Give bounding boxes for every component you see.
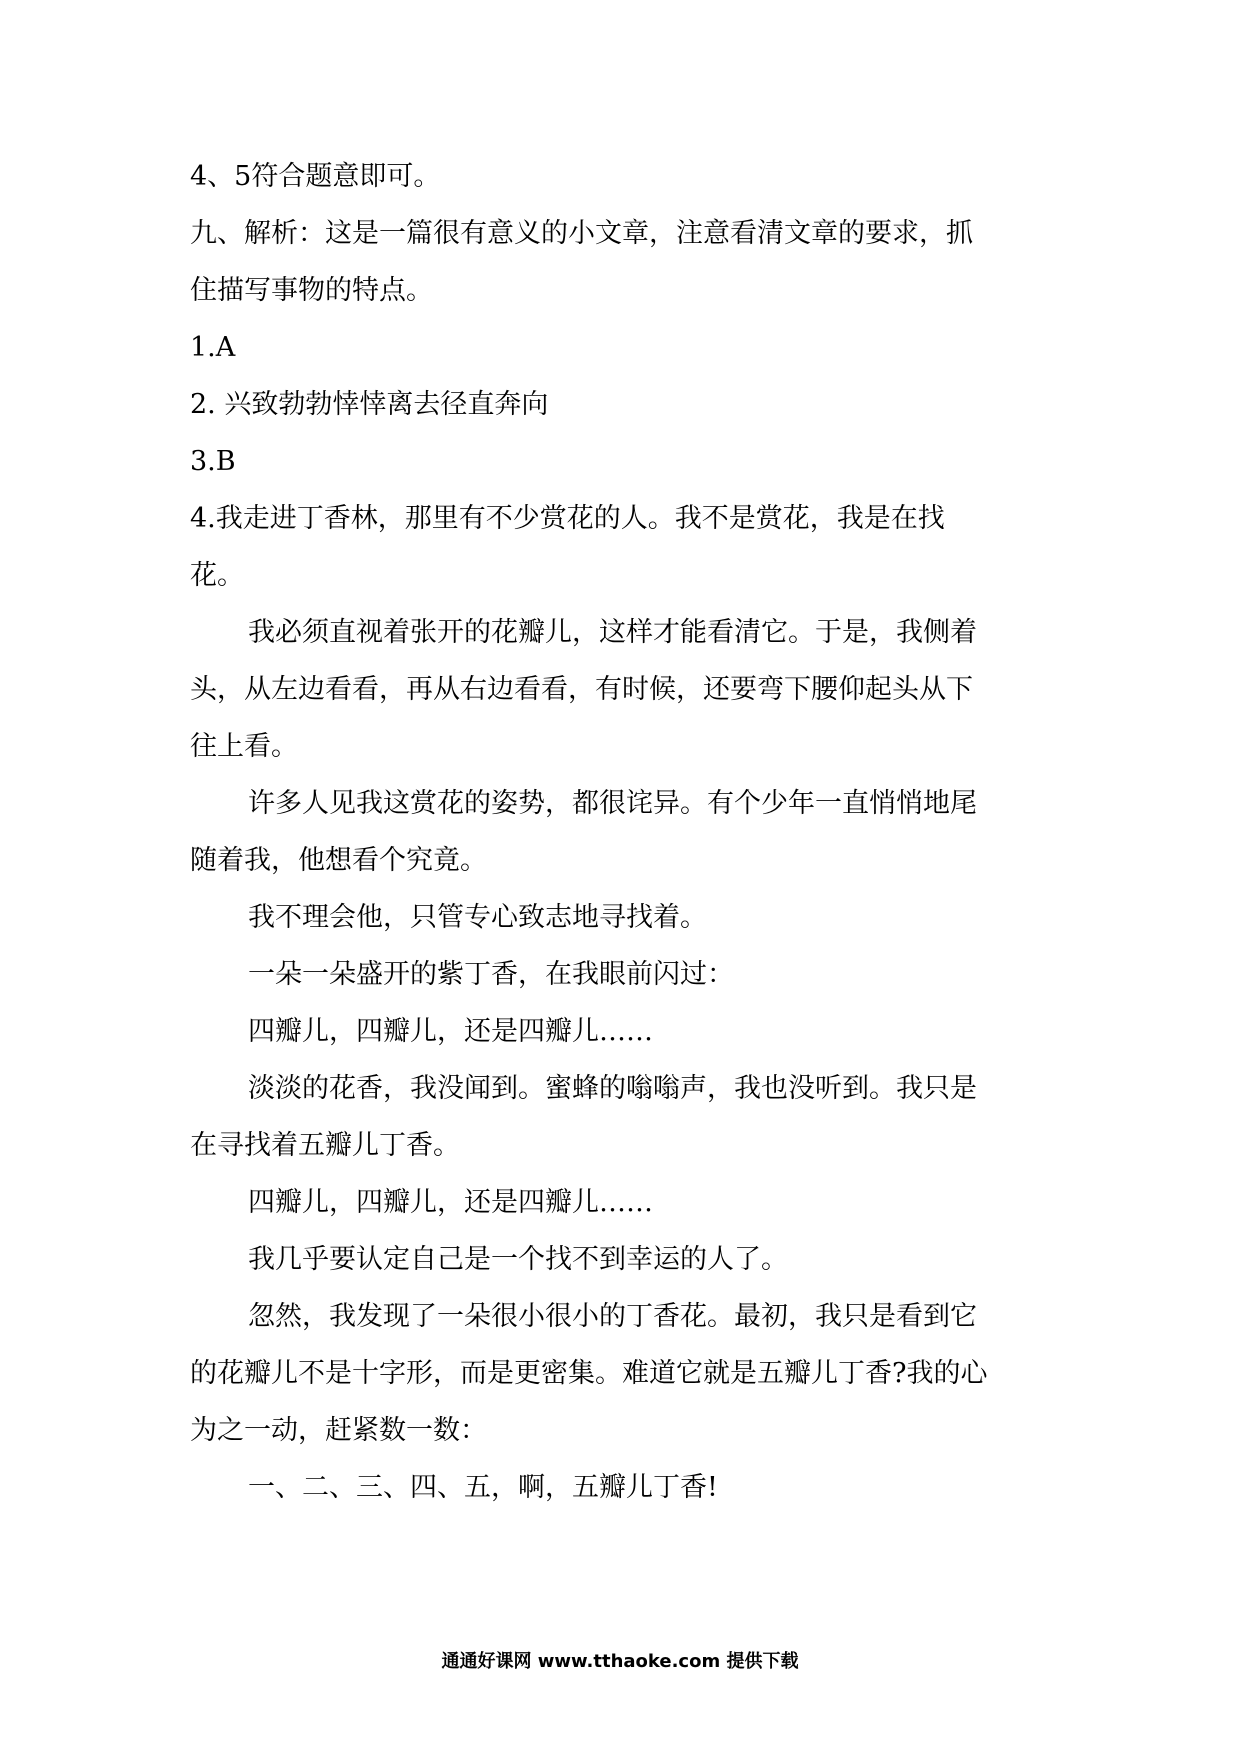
answer-1: 1.A [190, 332, 236, 363]
paragraph-line: 为之一动，赶紧数一数： [190, 1415, 487, 1446]
paragraph-line: 往上看。 [190, 731, 298, 762]
paragraph-line: 一、二、三、四、五，啊，五瓣儿丁香! [248, 1472, 718, 1503]
analysis-line: 九、解析：这是一篇很有意义的小文章，注意看清文章的要求，抓 [190, 218, 973, 249]
paragraph-line: 淡淡的花香，我没闻到。蜜蜂的嗡嗡声，我也没听到。我只是 [248, 1073, 977, 1104]
paragraph-line: 在寻找着五瓣儿丁香。 [190, 1130, 460, 1161]
paragraph-line: 一朵一朵盛开的紫丁香，在我眼前闪过： [248, 959, 734, 990]
paragraph-line: 四瓣儿，四瓣儿，还是四瓣儿…… [248, 1187, 653, 1218]
paragraph-line: 我不理会他，只管专心致志地寻找着。 [248, 902, 707, 933]
answer-3: 3.B [190, 446, 236, 477]
document-body [190, 148, 1050, 1516]
paragraph-line: 许多人见我这赏花的姿势，都很诧异。有个少年一直悄悄地尾 [248, 788, 977, 819]
paragraph-line: 的花瓣儿不是十字形，而是更密集。难道它就是五瓣儿丁香?我的心 [190, 1358, 988, 1389]
paragraph-line: 四瓣儿，四瓣儿，还是四瓣儿…… [248, 1016, 653, 1047]
answer-4-continued: 花。 [190, 560, 244, 591]
answer-4: 4.我走进丁香林，那里有不少赏花的人。我不是赏花，我是在找 [190, 503, 945, 534]
analysis-line-continued: 住描写事物的特点。 [190, 275, 433, 306]
answer-2: 2. 兴致勃勃悻悻离去径直奔向 [190, 389, 549, 420]
paragraph-line: 随着我，他想看个究竟。 [190, 845, 487, 876]
paragraph-line: 忽然，我发现了一朵很小很小的丁香花。最初，我只是看到它 [248, 1301, 977, 1332]
answer-line: 4、5符合题意即可。 [190, 161, 441, 192]
paragraph-line: 我几乎要认定自己是一个找不到幸运的人了。 [248, 1244, 788, 1275]
paragraph-line: 我必须直视着张开的花瓣儿，这样才能看清它。于是，我侧着 [248, 617, 977, 648]
paragraph-line: 头，从左边看看，再从右边看看，有时候，还要弯下腰仰起头从下 [190, 674, 973, 705]
page-footer: 通通好课网 www.tthaoke.com 提供下载 [441, 1651, 799, 1672]
